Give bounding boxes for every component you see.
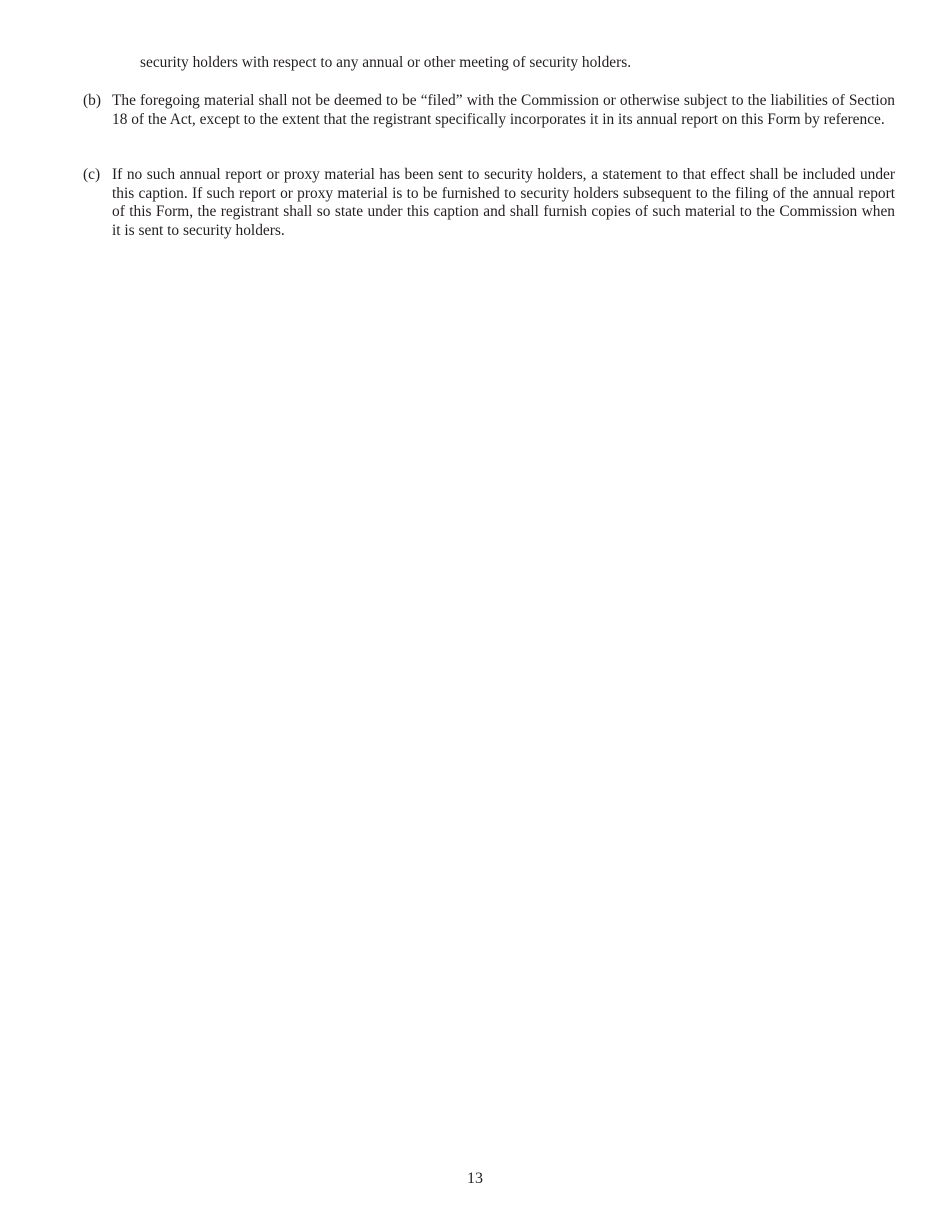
list-item-c	[83, 166, 895, 240]
list-item-b	[83, 92, 895, 129]
list-item-text: If no such annual report or proxy material has been sent to security holders, a statement to that effect shall be included under this caption. If such report or proxy material is to be furnished to security holders subsequent to the filing of the annual report of this Form, the registrant shall so state under this caption and shall furnish copies of such material to the Commission when it is sent to security holders.	[112, 166, 895, 239]
page-number: 13	[467, 1170, 483, 1187]
list-item-marker: (c)	[83, 166, 101, 183]
list-item-marker: (b)	[83, 92, 101, 109]
list-item-text: The foregoing material shall not be deemed to be “filed” with the Commission or otherwise subject to the liabilities of Section 18 of the Act, except to the extent that the registrant specifically incorporates it in its annual report on this Form by reference.	[112, 92, 895, 128]
continuation-paragraph: security holders with respect to any annual or other meeting of security holders.	[140, 54, 632, 71]
